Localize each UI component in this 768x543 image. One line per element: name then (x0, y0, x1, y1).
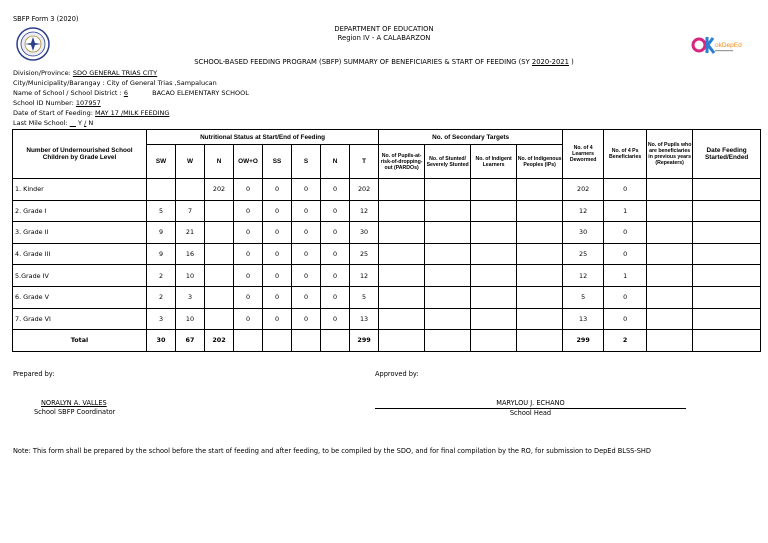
nutri-cell: 0 (321, 286, 350, 308)
nutri-cell: 0 (234, 200, 263, 222)
repeaters-cell (647, 308, 693, 330)
prepared-by-label: Prepared by: (13, 370, 55, 378)
secondary-cell (425, 243, 471, 265)
nutri-col-header: T (350, 145, 379, 179)
last-mile-y: Y (78, 119, 83, 127)
repeaters-cell (647, 243, 693, 265)
date-feeding-header: Date Feeding Started/Ended (693, 130, 761, 179)
secondary-cell (379, 330, 425, 352)
total-label: Total (13, 330, 147, 352)
secondary-cell (471, 179, 517, 201)
approved-by-label: Approved by: (375, 370, 419, 378)
table-row (13, 179, 761, 201)
secondary-cell (517, 200, 563, 222)
secondary-cell (425, 222, 471, 244)
school-line (13, 89, 249, 97)
grade-label: 2. Grade I (13, 200, 147, 222)
nutri-cell: 0 (234, 243, 263, 265)
nutri-cell: 0 (292, 265, 321, 287)
nutri-cell: 16 (176, 243, 205, 265)
date-start-line (13, 109, 169, 117)
nutri-cell: 0 (321, 179, 350, 201)
nutri-col-header: N (205, 145, 234, 179)
secondary-cell (471, 265, 517, 287)
nutri-cell: 10 (176, 265, 205, 287)
date-feeding-cell (693, 330, 761, 352)
nutri-cell: 0 (292, 286, 321, 308)
nutri-cell: 13 (350, 308, 379, 330)
city-line (13, 79, 217, 87)
nutri-cell (205, 265, 234, 287)
date-feeding-cell (693, 265, 761, 287)
repeaters-cell (647, 200, 693, 222)
secondary-cell (425, 265, 471, 287)
grade-label: 7. Grade VI (13, 308, 147, 330)
nutri-cell: 0 (321, 243, 350, 265)
school-district: 6 (123, 89, 128, 97)
nutri-cell (147, 179, 176, 201)
school-label: Name of School / School District : (13, 89, 122, 97)
nutri-cell: 0 (263, 286, 292, 308)
table-row (13, 286, 761, 308)
nutri-cell (205, 200, 234, 222)
nutri-cell (234, 330, 263, 352)
nutri-cell: 0 (263, 265, 292, 287)
repeaters-cell (647, 286, 693, 308)
nutri-cell: 202 (205, 330, 234, 352)
secondary-cell (379, 308, 425, 330)
city-value: City of General Trias ,Sampalucan (106, 79, 217, 87)
secondary-targets-header: No. of Secondary Targets (379, 130, 563, 145)
program-logo-text: okDepEd (715, 42, 742, 49)
nutri-cell (205, 222, 234, 244)
grade-level-header: Number of Undernourished School Children by Grade Level (13, 130, 147, 179)
nutri-cell: 0 (292, 308, 321, 330)
form-title-prefix: SCHOOL-BASED FEEDING PROGRAM (SBFP) SUMMARY OF BENEFICIARIES & START OF FEEDING (SY (194, 58, 530, 66)
dewormed-cell: 13 (563, 308, 604, 330)
grade-label: 1. Kinder (13, 179, 147, 201)
last-mile-label: Last Mile School: (13, 119, 68, 127)
repeaters-cell (647, 222, 693, 244)
secondary-cell (425, 286, 471, 308)
nutri-cell (205, 243, 234, 265)
secondary-cell (471, 243, 517, 265)
nutri-cell: 67 (176, 330, 205, 352)
secondary-cell (517, 243, 563, 265)
nutri-cell: 25 (350, 243, 379, 265)
region-name: Region IV - A CALABARZON (337, 34, 431, 42)
fourps-header: No. of 4 Ps Beneficiaries (604, 130, 647, 179)
city-label: City/Municipality/Barangay : (13, 79, 105, 87)
department-name: DEPARTMENT OF EDUCATION (334, 25, 434, 33)
school-id-line (13, 99, 101, 107)
date-feeding-cell (693, 308, 761, 330)
dewormed-cell: 12 (563, 265, 604, 287)
date-start-label: Date of Start of Feeding: (13, 109, 93, 117)
nutri-cell: 0 (263, 243, 292, 265)
nutri-cell: 0 (234, 179, 263, 201)
nutri-cell: 299 (350, 330, 379, 352)
nutri-cell: 0 (263, 179, 292, 201)
nutri-cell: 3 (147, 308, 176, 330)
fourps-cell: 1 (604, 200, 647, 222)
nutri-cell: 5 (147, 200, 176, 222)
nutri-cell: 2 (147, 265, 176, 287)
nutri-cell: 3 (176, 286, 205, 308)
nutri-cell (263, 330, 292, 352)
secondary-col-header: No. of Pupils-at-risk-of-dropping-out (PARDOs) (379, 145, 425, 179)
secondary-cell (425, 200, 471, 222)
nutri-cell: 202 (205, 179, 234, 201)
nutri-cell: 0 (263, 308, 292, 330)
secondary-cell (471, 200, 517, 222)
form-code: SBFP Form 3 (2020) (13, 15, 79, 23)
nutri-cell: 0 (263, 222, 292, 244)
nutri-col-header: W (176, 145, 205, 179)
school-year: 2020-2021 (531, 58, 569, 66)
last-mile-n: N (88, 119, 94, 127)
table-row (13, 243, 761, 265)
nutri-col-header: SW (147, 145, 176, 179)
nutri-cell: 0 (292, 222, 321, 244)
secondary-cell (471, 286, 517, 308)
date-feeding-cell (693, 222, 761, 244)
secondary-cell (379, 222, 425, 244)
secondary-col-header: No. of Indigent Learners (471, 145, 517, 179)
nutri-cell: 30 (350, 222, 379, 244)
nutri-cell: 5 (350, 286, 379, 308)
nutritional-status-header: Nutritional Status at Start/End of Feeding (147, 130, 379, 145)
nutri-cell: 9 (147, 243, 176, 265)
secondary-cell (517, 330, 563, 352)
repeaters-header: No. of Pupils who are beneficiaries in previous years (Repeaters) (647, 130, 693, 179)
secondary-cell (517, 179, 563, 201)
nutri-cell: 2 (147, 286, 176, 308)
dewormed-cell: 202 (563, 179, 604, 201)
nutri-cell (321, 330, 350, 352)
dewormed-header: No. of 4 Learners Dewormed (563, 130, 604, 179)
dewormed-cell: 25 (563, 243, 604, 265)
fourps-cell: 0 (604, 222, 647, 244)
total-row (13, 330, 761, 352)
last-mile-line (13, 119, 93, 127)
repeaters-cell (647, 179, 693, 201)
table-row (13, 308, 761, 330)
form-note: Note: This form shall be prepared by the school before the start of feeding and after feeding, to be compiled by the SDO, and for final compilation by the RO, for submission to DepEd BLSS-SHD (13, 447, 651, 455)
secondary-cell (379, 286, 425, 308)
nutri-cell: 0 (321, 200, 350, 222)
nutri-col-header: SS (263, 145, 292, 179)
secondary-cell (471, 308, 517, 330)
date-feeding-cell (693, 200, 761, 222)
fourps-cell: 0 (604, 243, 647, 265)
date-start-value: MAY 17 /MILK FEEDING (95, 109, 170, 117)
secondary-cell (517, 265, 563, 287)
secondary-cell (517, 286, 563, 308)
school-name: BACAO ELEMENTARY SCHOOL (152, 89, 249, 97)
school-id-label: School ID Number: (13, 99, 74, 107)
nutri-cell: 0 (321, 265, 350, 287)
nutri-cell: 0 (234, 222, 263, 244)
nutri-cell: 7 (176, 200, 205, 222)
nutri-cell: 0 (234, 286, 263, 308)
dewormed-cell: 30 (563, 222, 604, 244)
approved-by-title: School Head (509, 409, 552, 417)
table-row (13, 265, 761, 287)
nutri-cell: 30 (147, 330, 176, 352)
secondary-cell (425, 308, 471, 330)
secondary-cell (471, 222, 517, 244)
nutri-cell: 0 (321, 222, 350, 244)
nutri-cell: 202 (350, 179, 379, 201)
secondary-cell (517, 222, 563, 244)
fourps-cell: 2 (604, 330, 647, 352)
nutri-cell: 21 (176, 222, 205, 244)
date-feeding-cell (693, 286, 761, 308)
table-row (13, 200, 761, 222)
fourps-cell: 0 (604, 286, 647, 308)
nutri-cell: 0 (234, 265, 263, 287)
nutri-cell: 12 (350, 200, 379, 222)
nutri-col-header: OW+O (234, 145, 263, 179)
repeaters-cell (647, 265, 693, 287)
grade-label: 3. Grade II (13, 222, 147, 244)
date-feeding-cell (693, 243, 761, 265)
secondary-cell (379, 265, 425, 287)
fourps-cell: 1 (604, 265, 647, 287)
division-value: SDO GENERAL TRIAS CITY (72, 69, 158, 77)
date-feeding-cell (693, 179, 761, 201)
division-label: Division/Province: (13, 69, 71, 77)
form-title-suffix: ) (571, 58, 574, 66)
repeaters-cell (647, 330, 693, 352)
secondary-cell (425, 330, 471, 352)
nutri-cell: 0 (292, 200, 321, 222)
nutri-cell: 10 (176, 308, 205, 330)
dewormed-cell: 5 (563, 286, 604, 308)
last-mile-check: / (84, 119, 87, 127)
nutri-cell: 9 (147, 222, 176, 244)
dewormed-cell: 299 (563, 330, 604, 352)
beneficiaries-table (12, 129, 761, 352)
grade-label: 5.Grade IV (13, 265, 147, 287)
grade-label: 4. Grade III (13, 243, 147, 265)
nutri-cell (205, 286, 234, 308)
secondary-col-header: No. of Stunted/ Severely Stunted (425, 145, 471, 179)
secondary-cell (471, 330, 517, 352)
dewormed-cell: 12 (563, 200, 604, 222)
nutri-cell (205, 308, 234, 330)
secondary-cell (517, 308, 563, 330)
nutri-cell: 0 (263, 200, 292, 222)
secondary-cell (379, 243, 425, 265)
school-id-value: 107957 (75, 99, 101, 107)
division-line (13, 69, 157, 77)
nutri-cell: 0 (234, 308, 263, 330)
nutri-cell: 0 (292, 179, 321, 201)
fourps-cell: 0 (604, 308, 647, 330)
secondary-col-header: No. of Indigenous Peoples (IPs) (517, 145, 563, 179)
nutri-cell: 0 (321, 308, 350, 330)
grade-label: 6. Grade V (13, 286, 147, 308)
nutri-cell: 0 (292, 243, 321, 265)
nutri-col-header: S (292, 145, 321, 179)
nutri-cell (292, 330, 321, 352)
approved-by-name: MARYLOU J. ECHANO (496, 399, 565, 407)
nutri-col-header: N (321, 145, 350, 179)
secondary-cell (379, 200, 425, 222)
table-row (13, 222, 761, 244)
secondary-cell (379, 179, 425, 201)
nutri-cell (176, 179, 205, 201)
secondary-cell (425, 179, 471, 201)
form-title (0, 58, 768, 66)
fourps-cell: 0 (604, 179, 647, 201)
prepared-by-name: NORALYN A. VALLES (41, 399, 107, 407)
nutri-cell: 12 (350, 265, 379, 287)
prepared-by-title: School SBFP Coordinator (34, 408, 116, 416)
